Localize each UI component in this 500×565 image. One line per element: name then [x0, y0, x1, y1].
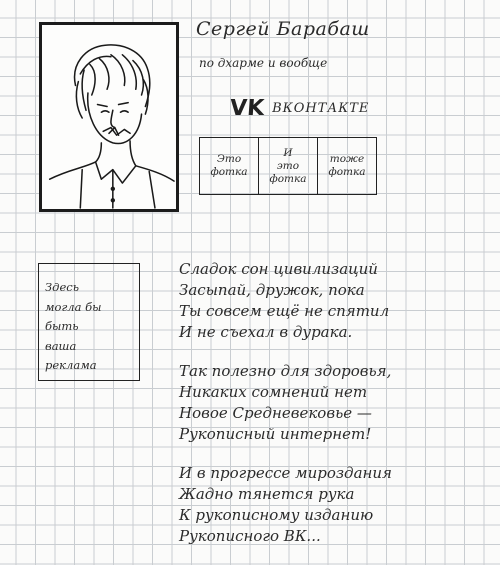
poem-line: Засыпай, дружок, пока — [179, 281, 365, 299]
poem-line: И не съехал в дурака. — [179, 323, 353, 341]
poem-line: Сладок сон цивилизаций — [179, 260, 378, 278]
poem-line: Ты совсем ещё не спятил — [179, 302, 390, 320]
profile-photo[interactable] — [39, 22, 179, 212]
vk-label: ВКОНТАКТЕ — [272, 101, 370, 116]
ad-line: могла бы — [45, 299, 102, 314]
profile-tagline: по дхарме и вообще — [199, 56, 328, 70]
photo-tab-1[interactable]: Это фотка — [200, 138, 259, 194]
vk-link[interactable] — [230, 96, 369, 121]
poem-stanza — [179, 259, 479, 343]
ad-banner[interactable] — [38, 263, 140, 381]
poem-post — [179, 259, 479, 565]
photo-tab-2[interactable]: И это фотка — [259, 138, 318, 194]
ad-line: быть — [45, 319, 79, 333]
ad-line: реклама — [45, 358, 97, 372]
poem-line: И в прогрессе мироздания — [179, 464, 392, 482]
photo-tabs — [199, 137, 377, 195]
ad-line: ваша — [45, 338, 77, 353]
vk-logo-icon: VK — [229, 96, 265, 121]
poem-line: Жадно тянется рука — [179, 485, 355, 503]
profile-name: Сергей Барабаш — [196, 18, 370, 40]
poem-line: Рукописный интернет! — [179, 425, 372, 443]
poem-line: Рукописного ВК... — [179, 527, 321, 545]
ad-line: Здесь — [45, 280, 79, 294]
poem-line: Так полезно для здоровья, — [179, 362, 392, 380]
poem-line: Никаких сомнений нет — [179, 383, 368, 401]
poem-stanza — [179, 463, 479, 547]
poem-stanza — [179, 361, 479, 445]
poem-line: К рукописному изданию — [179, 506, 374, 524]
poem-line: Новое Средневековье — — [179, 404, 372, 422]
photo-tab-3[interactable]: тоже фотка — [328, 153, 366, 178]
portrait-sketch — [42, 25, 176, 209]
